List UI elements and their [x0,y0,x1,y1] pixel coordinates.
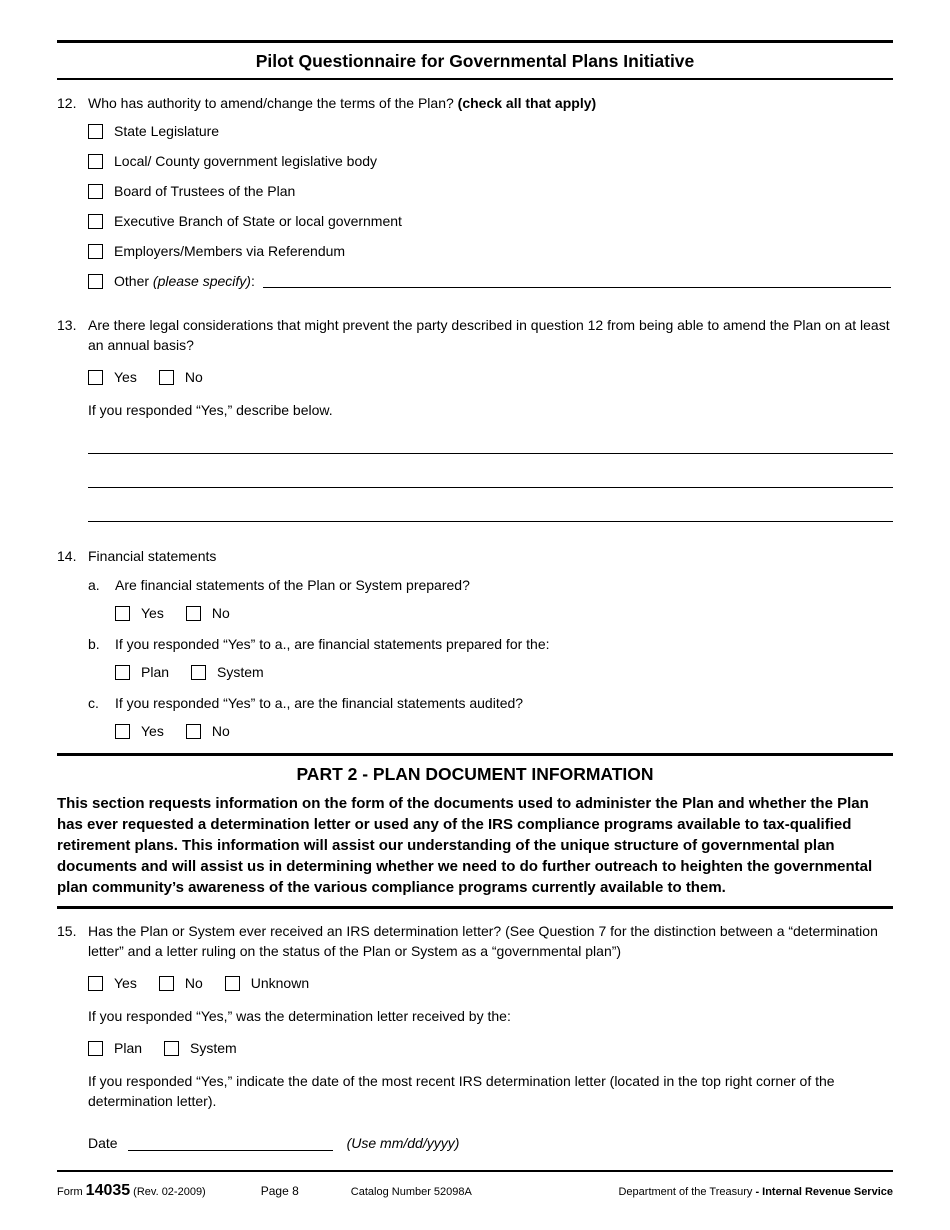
question-15-number: 15. [57,923,77,939]
q12-label-state-legislature: State Legislature [114,123,220,139]
q15-date-format: (Use mm/dd/yyyy) [346,1135,460,1151]
q13-describe-note: If you responded “Yes,” describe below. [88,402,333,418]
form-label: Form [57,1186,83,1198]
question-12-number: 12. [57,95,77,111]
q13-response-line-3[interactable] [88,521,893,522]
question-12-body [88,93,893,291]
footer-row [57,1172,893,1202]
question-15-options [88,973,893,993]
q12-label-other [114,271,255,291]
q12-label-local-county: Local/ County government legislative body [114,153,378,169]
question-13-body [88,315,893,522]
q12-option-executive-branch [88,211,893,231]
q15-option-system [164,1038,237,1058]
question-14-number: 14. [57,548,77,564]
question-14-body [88,546,893,741]
q14b-checkbox-plan[interactable] [115,665,130,680]
question-15-prompt: Has the Plan or System ever received an IRS determination letter? (See Question 7 for the distinction between a “determination letter” and a letter ruling on the status of the Plan or System as a “governmental plan”) [88,923,878,959]
part2-intro: This section requests information on the form of the documents used to administer the Plan and whether the Plan has ever requested a determination letter or used any of the IRS compliance programs available to tax-qualified retirement plans. This information will assist our understanding of the unique structure of governmental plan documents and will assist us in determining whether we need to do further outreach to heighten the governmental plan community’s awareness of the various compliance programs currently available to them. [57,795,873,896]
question-13-number: 13. [57,317,77,333]
q12-checkbox-local-county[interactable] [88,154,103,169]
part2-top-rule [57,753,893,756]
question-14a-letter: a. [88,577,100,593]
question-14c-letter: c. [88,695,99,711]
question-14b-prompt: If you responded “Yes” to a., are financial statements prepared for the: [115,636,550,652]
q15-date-note: If you responded “Yes,” indicate the date of the most recent IRS determination letter (located in the top right corner of the determination letter). [88,1073,835,1109]
department-label [618,1182,893,1202]
q13-checkbox-no[interactable] [159,370,174,385]
q14b-checkbox-system[interactable] [191,665,206,680]
question-12-options [88,121,893,291]
question-14-prompt: Financial statements [88,548,217,564]
q15-option-plan [88,1038,142,1058]
question-14c [88,693,893,741]
q15-checkbox-yes[interactable] [88,976,103,991]
part2-heading: PART 2 - PLAN DOCUMENT INFORMATION [296,764,654,784]
q12-other-input-line[interactable] [263,275,891,288]
question-13 [57,315,893,522]
question-14c-body [115,693,893,741]
question-14 [57,546,893,741]
question-12-prompt-bold: (check all that apply) [457,95,597,111]
q13-response-area [88,453,893,522]
q15-checkbox-unknown[interactable] [225,976,240,991]
q12-checkbox-other[interactable] [88,274,103,289]
question-12-prompt [88,93,893,113]
page-number: Page 8 [260,1184,299,1198]
q13-label-yes: Yes [114,369,137,385]
q12-option-state-legislature [88,121,893,141]
q14c-option-no [186,721,230,741]
q13-checkbox-yes[interactable] [88,370,103,385]
q14a-option-yes [115,603,164,623]
question-14b-options [115,662,893,682]
q15-label-unknown: Unknown [250,975,310,991]
footer [57,1170,893,1202]
q12-other-italic: (please specify) [152,273,251,289]
question-14a [88,575,893,623]
q13-option-no [159,367,203,387]
q12-other-colon: : [250,273,255,289]
q15-received-by-note: If you responded “Yes,” was the determination letter received by the: [88,1008,511,1024]
q14b-label-system: System [217,664,264,680]
form-revision: (Rev. 02-2009) [133,1186,206,1198]
q15-label-plan: Plan [114,1040,143,1056]
q14c-label-yes: Yes [141,723,164,739]
question-13-options [88,367,893,387]
q13-option-yes [88,367,137,387]
question-15 [57,921,893,1153]
q12-option-board-trustees [88,181,893,201]
q15-option-unknown [225,973,309,993]
q15-checkbox-no[interactable] [159,976,174,991]
department-text: Department of the Treasury [618,1186,756,1198]
question-14b [88,634,893,682]
q15-checkbox-system[interactable] [164,1041,179,1056]
q12-option-other [88,271,893,291]
title-rule [57,78,893,80]
form-number: 14035 [85,1182,131,1199]
question-12 [57,93,893,291]
q15-option-yes [88,973,137,993]
q15-date-row [88,1133,893,1153]
question-14c-options [115,721,893,741]
q13-response-line-2[interactable] [88,487,893,488]
question-14b-body [115,634,893,682]
q12-checkbox-executive-branch[interactable] [88,214,103,229]
q12-checkbox-board-trustees[interactable] [88,184,103,199]
q12-option-employers-members [88,241,893,261]
q14c-checkbox-yes[interactable] [115,724,130,739]
q14a-option-no [186,603,230,623]
q12-checkbox-employers-members[interactable] [88,244,103,259]
q15-received-by-options [88,1038,893,1058]
question-15-body [88,921,893,1153]
q12-other-text: Other [114,273,153,289]
question-12-prompt-text: Who has authority to amend/change the terms of the Plan? [88,95,458,111]
q12-label-employers-members: Employers/Members via Referendum [114,243,346,259]
form-title: Pilot Questionnaire for Governmental Plans Initiative [255,51,695,71]
q12-label-board-trustees: Board of Trustees of the Plan [114,183,296,199]
q12-checkbox-state-legislature[interactable] [88,124,103,139]
q14c-label-no: No [211,723,230,739]
question-14b-letter: b. [88,636,100,652]
q14b-label-plan: Plan [141,664,170,680]
q12-option-local-county [88,151,893,171]
q14a-label-no: No [211,605,230,621]
q15-checkbox-plan[interactable] [88,1041,103,1056]
catalog-number: Catalog Number 52098A [350,1186,472,1198]
q14a-checkbox-yes[interactable] [115,606,130,621]
q13-label-no: No [184,369,203,385]
q14b-option-system [191,662,264,682]
q15-option-no [159,973,203,993]
part2-bottom-rule [57,906,893,909]
question-13-prompt: Are there legal considerations that might prevent the party described in question 12 from being able to amend the Plan on at least an annual basis? [88,317,890,353]
question-14a-options [115,603,893,623]
q14c-checkbox-no[interactable] [186,724,201,739]
q15-label-yes: Yes [114,975,137,991]
agency-label: - Internal Revenue Service [755,1186,893,1198]
q15-label-system: System [190,1040,237,1056]
q14b-option-plan [115,662,169,682]
question-14c-prompt: If you responded “Yes” to a., are the financial statements audited? [115,695,524,711]
q14a-checkbox-no[interactable] [186,606,201,621]
q15-label-no: No [184,975,203,991]
question-14a-body [115,575,893,623]
q15-date-label: Date [88,1135,118,1151]
q15-date-input-line[interactable] [128,1136,333,1151]
question-14a-prompt: Are financial statements of the Plan or System prepared? [115,577,470,593]
q12-label-executive-branch: Executive Branch of State or local government [114,213,402,229]
q14a-label-yes: Yes [141,605,164,621]
q14c-option-yes [115,721,164,741]
q13-response-line-1[interactable] [88,453,893,454]
